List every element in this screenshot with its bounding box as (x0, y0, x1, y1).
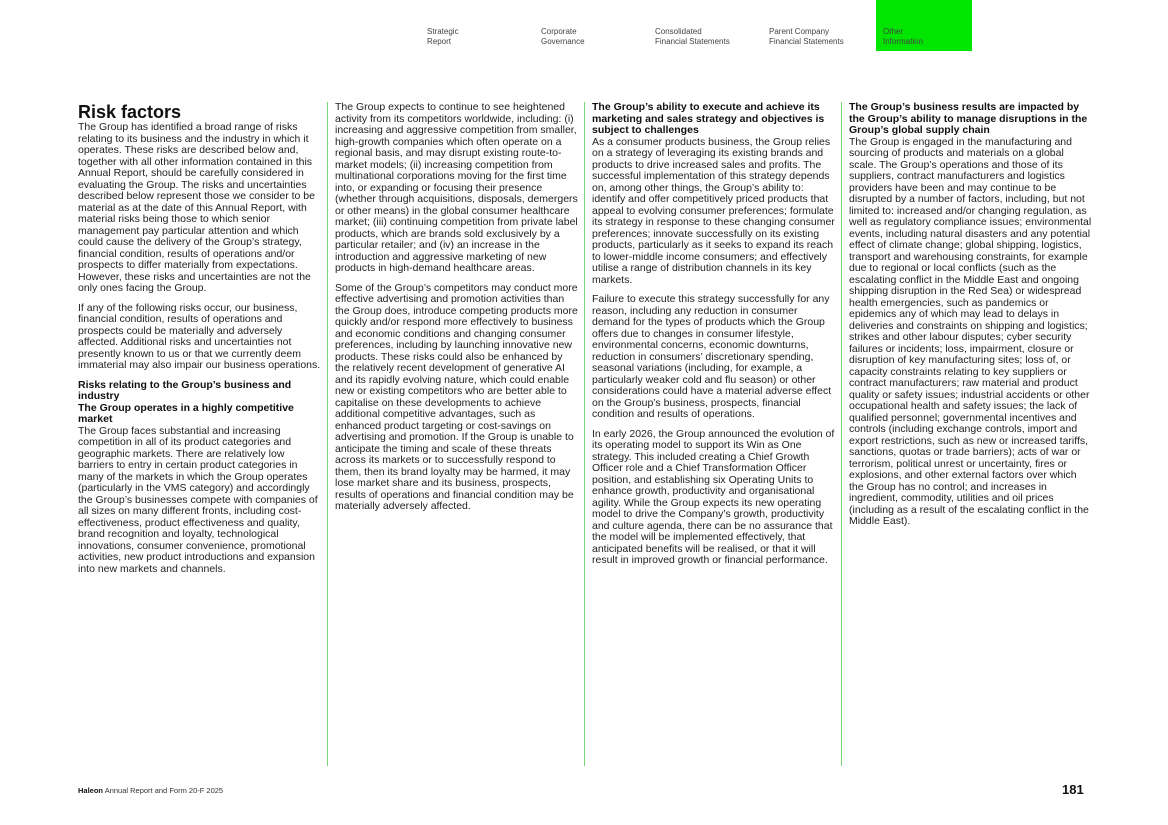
footer-doc-name: Annual Report and Form 20-F 2025 (104, 786, 224, 795)
nav-tab-strategic-report[interactable] (420, 0, 534, 51)
nav-tab-label: Financial Statements (769, 37, 844, 46)
nav-tab-consolidated-financial-statements[interactable] (648, 0, 762, 51)
column-divider (327, 102, 328, 766)
body-paragraph: In early 2026, the Group announced the evolution of its operating model to support its Win as One strategy. This included creating a Chief Growth Officer role and a Chief Transformation Officer position, and establishing six Operating Units to enhance growth, productivity and organisational agility. While the Group expects its new operating model to drive the Company’s growth, productivity and culture agenda, there can be no assurance that the model will be implemented effectively, that anticipated benefits will be realised, or that it will result in improved growth or financial performance. (592, 427, 835, 566)
column-2 (335, 102, 578, 521)
body-paragraph: The Group has identified a broad range of risks relating to its business and the industry in which it operates. These risks are described below and, together with all other information contained in this Annual Report, should be carefully considered in evaluating the Group. The risks and uncertainties described below represent those we consider to be material as at the date of this Annual Report, with material risks being those to which senior management pay particular attention and which could cause the delivery of the Group’s strategy, financial condition, results of operations and/or prospects to differ materially from expectations. However, these risks and uncertainties are not the only ones facing the Group. (78, 121, 315, 294)
nav-tab-label: Other (883, 27, 904, 36)
page-title: Risk factors (78, 102, 182, 122)
body-paragraph: Failure to execute this strategy successfully for any reason, including any reduction in consumer demand for the types of products which the Group offers due to changes in consumer lifestyle, environmental concerns, economic downturns, reduction in consumers’ discretionary spending, seasonal variations (including, for example, a particularly weaker cold and flu season) or other considerations could have a material adverse effect on the Group’s business, prospects, financial condition and results of operations. (592, 293, 832, 420)
nav-tab-parent-company-financial-statements[interactable] (762, 0, 876, 51)
subsection-heading: The Group operates in a highly competitive market (78, 401, 294, 425)
footer-document-title (78, 786, 223, 795)
column-4 (849, 102, 1092, 536)
body-paragraph: If any of the following risks occur, our business, financial condition, results of operations and prospects could be materially and adversely affected. Additional risks and uncertainties not presently known to us or that we currently deem immaterial may also impair our business operations. (78, 301, 321, 371)
nav-tab-other-information[interactable] (876, 0, 972, 51)
column-divider (841, 102, 842, 766)
nav-tab-label: Strategic (427, 27, 459, 36)
column-3 (592, 102, 835, 575)
body-paragraph: The Group expects to continue to see heightened activity from its competitors worldwide, including: (i) increasing and aggressive competition from smaller, high-growth companies which often operate on a regional basis, and may disrupt existing route-to-market models; (ii) increasing competition from multinational corporations moving for the first time into, or expanding or focusing their presence (whether through acquisitions, disposals, demergers or other means) in the global consumer healthcare market; (iii) continuing competition from private label products, which are brands sold exclusively by a particular retailer; and (iv) an increase in the introduction and aggressive marketing of new products in high-demand healthcare areas. (335, 101, 578, 274)
column-1 (78, 102, 321, 583)
subsection-heading: The Group’s business results are impacted by the Group’s ability to manage disruptions in the Group’s global supply chain (849, 101, 1088, 136)
nav-tab-label: Corporate (541, 27, 577, 36)
nav-tab-label: Financial Statements (655, 37, 730, 46)
column-divider (584, 102, 585, 766)
section-heading: Risks relating to the Group’s business and industry (78, 378, 292, 402)
subsection-heading: The Group’s ability to execute and achieve its marketing and sales strategy and objectives is subject to challenges (592, 101, 825, 136)
body-paragraph: The Group is engaged in the manufacturing and sourcing of products and materials on a global scale. The Group’s operations and those of its suppliers, contract manufacturers and logistics providers have been and may continue to be disrupted by a number of factors, including, but not limited to: increased and/or changing regulation, as well as regulatory compliance issues; environmental events, including natural disasters and any potential effect of climate change; global shipping, logistics, transport and warehousing constraints, for example due to regional or local conflicts (such as the escalating conflict in the Middle East and ongoing shipping disruption in the Red Sea) or widespread health emergencies, such as pandemics or epidemics any of which may lead to delays in deliveries and constraints on shipping and logistics; strikes and other labour disputes; cyber security failures or incidents; loss, impairment, closure or disruption of key manufacturing sites; loss of, or capacity constraints relating to key suppliers or contract manufacturers; raw material and product quality or safety issues; industrial accidents or other occupational health and safety issues; the lack of qualified personnel; governmental incentives and controls (including exchange controls, import and export restrictions, such as new or increased tariffs, sanctions, quotas or trade barriers); acts of war or terrorism, political unrest or uncertainty, fires or explosions, and other external factors over which the Group has no control; and increases in ingredient, commodity, utilities and oil prices (including as a result of the escalating conflict in the Middle East). (849, 135, 1092, 527)
footer-brand: Haleon (78, 786, 104, 795)
nav-tab-label: Information (883, 37, 924, 46)
body-paragraph: Some of the Group’s competitors may conduct more effective advertising and promotion activities than the Group does, introduce competing products more quickly and/or respond more effectively to business and economic conditions and changing consumer preferences, including by launching innovative new products. These risks could also be enhanced by the relatively recent development of generative AI and its rapidly evolving nature, which could enable new or existing competitors who are better able to capitalise on these developments to achieve additional competitive advantages, such as enhanced product targeting or cost-savings on advertising and promotion. If the Group is unable to anticipate the timing and scale of these threats across its markets or to successfully respond to them, then its brand loyalty may be harmed, it may lose market share and its business, prospects, results of operations and financial condition may be materially adversely affected. (335, 281, 578, 512)
nav-tab-label: Consolidated (655, 27, 702, 36)
nav-tab-label: Parent Company (769, 27, 830, 36)
body-paragraph: As a consumer products business, the Group relies on a strategy of leveraging its existing brands and products to drive increased sales and profits. The successful implementation of this strategy depends on, among other things, the Group’s ability to: identify and offer competitively priced products that appeal to evolving consumer preferences; formulate its strategy in response to these changing consumer preferences; innovate successfully on its existing products, particularly as it seeks to expand its reach to lower-middle income consumers; and effectively utilise a range of distribution channels in its key markets. (592, 135, 835, 286)
nav-tab-label: Governance (541, 37, 585, 46)
body-paragraph: The Group faces substantial and increasing competition in all of its product categories and geographic markets. There are relatively low barriers to entry in certain product categories in many of the markets in which the Group operates (particularly in the VMS category) and accordingly the Group’s businesses compete with companies of all sizes on many different fronts, including cost-effectiveness, product effectiveness and quality, brand recognition and loyalty, technological innovations, consumer convenience, promotional activities, new product introductions and expansion into new markets and channels. (78, 424, 318, 575)
page-number: 181 (1062, 782, 1084, 797)
nav-tab-corporate-governance[interactable] (534, 0, 648, 51)
nav-tab-label: Report (427, 37, 452, 46)
section-nav (420, 0, 972, 51)
